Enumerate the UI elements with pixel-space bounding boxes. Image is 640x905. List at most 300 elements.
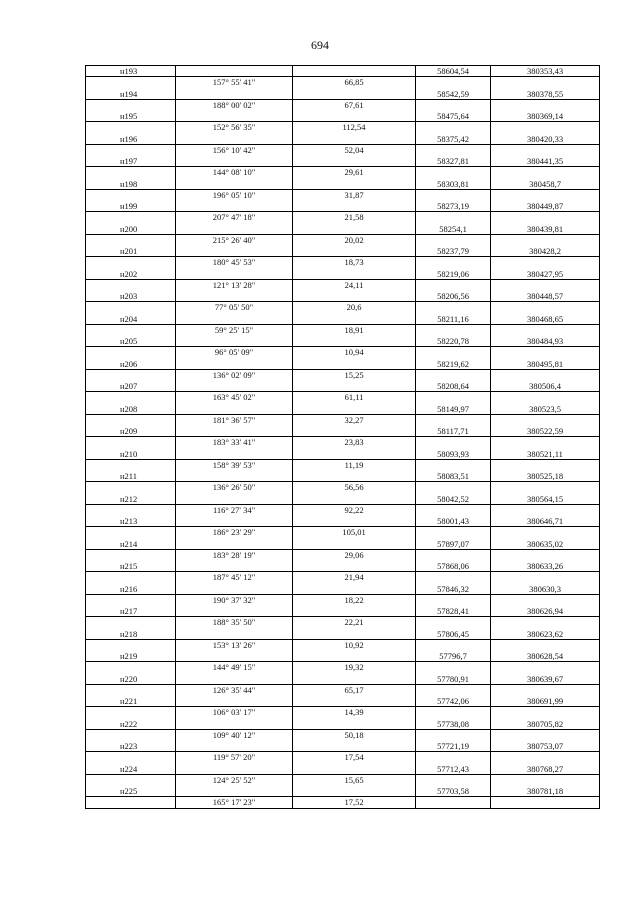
y-coordinate-cell: 380448,57 [491, 291, 600, 302]
empty-cell [176, 111, 293, 122]
x-coordinate-cell: 57796,7 [416, 651, 491, 662]
empty-cell [293, 291, 416, 302]
empty-cell [491, 482, 600, 493]
empty-cell [86, 77, 176, 88]
segment-length-cell: 19,32 [293, 662, 416, 673]
empty-cell [86, 617, 176, 628]
empty-cell [293, 179, 416, 190]
empty-cell [491, 640, 600, 651]
x-coordinate-cell: 57738,08 [416, 719, 491, 730]
empty-cell [86, 415, 176, 426]
y-coordinate-cell: 380495,81 [491, 359, 600, 370]
point-id-cell: н221 [86, 696, 176, 707]
point-id-cell: н212 [86, 494, 176, 505]
empty-cell [176, 516, 293, 527]
direction-angle-cell: 190° 37' 32" [176, 595, 293, 606]
empty-cell [416, 280, 491, 291]
empty-cell [293, 494, 416, 505]
segment-length-cell: 50,18 [293, 730, 416, 741]
empty-cell [86, 730, 176, 741]
x-coordinate-cell: 57828,41 [416, 606, 491, 617]
point-id-cell: н195 [86, 111, 176, 122]
empty-cell [86, 325, 176, 336]
empty-cell [491, 707, 600, 718]
direction-angle-cell: 144° 49' 15" [176, 662, 293, 673]
empty-cell [491, 392, 600, 403]
x-coordinate-cell: 58208,64 [416, 381, 491, 392]
point-id-cell: н222 [86, 719, 176, 730]
empty-cell [86, 235, 176, 246]
x-coordinate-cell: 57806,45 [416, 629, 491, 640]
empty-cell [491, 437, 600, 448]
point-id-cell: н213 [86, 516, 176, 527]
direction-angle-cell: 77° 05' 50" [176, 302, 293, 313]
empty-cell [86, 100, 176, 111]
point-id-cell: н217 [86, 606, 176, 617]
empty-cell [176, 584, 293, 595]
empty-cell [491, 302, 600, 313]
empty-cell [176, 156, 293, 167]
x-coordinate-cell: 57742,06 [416, 696, 491, 707]
y-coordinate-cell: 380369,14 [491, 111, 600, 122]
direction-angle-cell: 153° 13' 26" [176, 640, 293, 651]
direction-angle-cell: 136° 26' 50" [176, 482, 293, 493]
empty-cell [416, 527, 491, 538]
point-id-cell: н206 [86, 359, 176, 370]
direction-angle-cell: 165° 17' 23" [176, 797, 293, 808]
x-coordinate-cell: 58327,81 [416, 156, 491, 167]
empty-cell [86, 370, 176, 381]
segment-length-cell: 18,91 [293, 325, 416, 336]
empty-cell [491, 572, 600, 583]
segment-length-cell: 56,56 [293, 482, 416, 493]
empty-cell [86, 550, 176, 561]
x-coordinate-cell: 58475,64 [416, 111, 491, 122]
y-coordinate-cell: 380691,99 [491, 696, 600, 707]
direction-angle-cell: 188° 35' 50" [176, 617, 293, 628]
x-coordinate-cell: 58375,42 [416, 134, 491, 145]
empty-cell [86, 347, 176, 358]
x-coordinate-cell: 58219,06 [416, 269, 491, 280]
empty-cell [176, 786, 293, 797]
segment-length-cell: 92,22 [293, 505, 416, 516]
empty-cell [293, 651, 416, 662]
empty-cell [416, 302, 491, 313]
direction-angle-cell: 158° 39' 53" [176, 460, 293, 471]
empty-cell [491, 77, 600, 88]
x-coordinate-cell: 58220,78 [416, 336, 491, 347]
empty-cell [86, 752, 176, 763]
y-coordinate-cell: 380441,35 [491, 156, 600, 167]
segment-length-cell: 61,11 [293, 392, 416, 403]
empty-cell [176, 764, 293, 775]
direction-angle-cell: 126° 35' 44" [176, 685, 293, 696]
empty-cell [416, 775, 491, 786]
empty-cell [491, 617, 600, 628]
point-id-cell: н197 [86, 156, 176, 167]
direction-angle-cell: 187° 45' 12" [176, 572, 293, 583]
segment-length-cell: 66,85 [293, 77, 416, 88]
y-coordinate-cell: 380753,07 [491, 741, 600, 752]
point-id-cell: н207 [86, 381, 176, 392]
segment-length-cell: 15,65 [293, 775, 416, 786]
empty-cell [491, 550, 600, 561]
empty-cell [176, 359, 293, 370]
segment-length-cell: 31,87 [293, 190, 416, 201]
empty-cell [491, 527, 600, 538]
empty-cell [491, 775, 600, 786]
point-id-cell: н194 [86, 89, 176, 100]
x-coordinate-cell: 58117,71 [416, 426, 491, 437]
empty-cell [293, 224, 416, 235]
point-id-cell: н198 [86, 179, 176, 190]
point-id-cell: н199 [86, 201, 176, 212]
empty-cell [293, 269, 416, 280]
direction-angle-cell: 109° 40' 12" [176, 730, 293, 741]
direction-angle-cell: 183° 28' 19" [176, 550, 293, 561]
x-coordinate-cell: 58604,54 [416, 66, 491, 77]
x-coordinate-cell: 58001,43 [416, 516, 491, 527]
empty-cell [416, 797, 491, 808]
empty-cell [86, 257, 176, 268]
empty-cell [293, 449, 416, 460]
direction-angle-cell: 144° 08' 10" [176, 167, 293, 178]
segment-length-cell: 15,25 [293, 370, 416, 381]
empty-cell [491, 460, 600, 471]
empty-cell [491, 100, 600, 111]
empty-cell [293, 359, 416, 370]
y-coordinate-cell: 380522,59 [491, 426, 600, 437]
empty-cell [176, 449, 293, 460]
point-id-cell: н223 [86, 741, 176, 752]
empty-cell [176, 494, 293, 505]
empty-cell [416, 257, 491, 268]
empty-cell [293, 764, 416, 775]
segment-length-cell: 18,73 [293, 257, 416, 268]
y-coordinate-cell: 380564,15 [491, 494, 600, 505]
empty-cell [176, 539, 293, 550]
segment-length-cell: 21,94 [293, 572, 416, 583]
point-id-cell: н203 [86, 291, 176, 302]
y-coordinate-cell: 380427,95 [491, 269, 600, 280]
point-id-cell: н208 [86, 404, 176, 415]
point-id-cell: н211 [86, 471, 176, 482]
empty-cell [416, 122, 491, 133]
empty-cell [491, 370, 600, 381]
x-coordinate-cell: 58303,81 [416, 179, 491, 190]
point-id-cell: н202 [86, 269, 176, 280]
direction-angle-cell: 136° 02' 09" [176, 370, 293, 381]
empty-cell [491, 415, 600, 426]
segment-length-cell: 10,92 [293, 640, 416, 651]
segment-length-cell: 10,94 [293, 347, 416, 358]
y-coordinate-cell: 380523,5 [491, 404, 600, 415]
empty-cell [86, 640, 176, 651]
empty-cell [416, 235, 491, 246]
x-coordinate-cell: 57897,07 [416, 539, 491, 550]
empty-cell [293, 156, 416, 167]
empty-cell [86, 392, 176, 403]
empty-cell [293, 134, 416, 145]
empty-cell [293, 561, 416, 572]
empty-cell [86, 190, 176, 201]
empty-cell [416, 707, 491, 718]
x-coordinate-cell: 58273,19 [416, 201, 491, 212]
empty-cell [176, 66, 293, 77]
direction-angle-cell: 59° 25' 15" [176, 325, 293, 336]
empty-cell [293, 426, 416, 437]
empty-cell [293, 719, 416, 730]
page-number: 694 [311, 38, 329, 52]
empty-cell [176, 89, 293, 100]
empty-cell [416, 347, 491, 358]
empty-cell [491, 752, 600, 763]
y-coordinate-cell: 380439,81 [491, 224, 600, 235]
y-coordinate-cell: 380449,87 [491, 201, 600, 212]
segment-length-cell: 65,17 [293, 685, 416, 696]
empty-cell [416, 662, 491, 673]
empty-cell [293, 471, 416, 482]
y-coordinate-cell: 380630,3 [491, 584, 600, 595]
empty-cell [293, 786, 416, 797]
direction-angle-cell: 181° 36' 57" [176, 415, 293, 426]
direction-angle-cell: 106° 03' 17" [176, 707, 293, 718]
y-coordinate-cell: 380646,71 [491, 516, 600, 527]
point-id-cell: н218 [86, 629, 176, 640]
point-id-cell: н210 [86, 449, 176, 460]
empty-cell [86, 505, 176, 516]
x-coordinate-cell: 58042,52 [416, 494, 491, 505]
point-id-cell: н201 [86, 246, 176, 257]
empty-cell [176, 224, 293, 235]
point-id-cell: н224 [86, 764, 176, 775]
empty-cell [293, 336, 416, 347]
empty-cell [416, 505, 491, 516]
empty-cell [176, 381, 293, 392]
empty-cell [416, 190, 491, 201]
empty-cell [86, 212, 176, 223]
empty-cell [86, 460, 176, 471]
point-id-cell: н209 [86, 426, 176, 437]
x-coordinate-cell: 58206,56 [416, 291, 491, 302]
point-id-cell: н205 [86, 336, 176, 347]
segment-length-cell: 32,27 [293, 415, 416, 426]
point-id-cell: н215 [86, 561, 176, 572]
x-coordinate-cell: 58093,93 [416, 449, 491, 460]
empty-cell [176, 629, 293, 640]
empty-cell [176, 606, 293, 617]
direction-angle-cell: 180° 45' 53" [176, 257, 293, 268]
y-coordinate-cell: 380623,62 [491, 629, 600, 640]
empty-cell [86, 482, 176, 493]
y-coordinate-cell: 380705,82 [491, 719, 600, 730]
empty-cell [86, 707, 176, 718]
y-coordinate-cell: 380633,26 [491, 561, 600, 572]
empty-cell [491, 505, 600, 516]
segment-length-cell: 20,02 [293, 235, 416, 246]
empty-cell [293, 404, 416, 415]
empty-cell [293, 584, 416, 595]
y-coordinate-cell: 380506,4 [491, 381, 600, 392]
y-coordinate-cell: 380378,55 [491, 89, 600, 100]
x-coordinate-cell: 58083,51 [416, 471, 491, 482]
y-coordinate-cell: 380484,93 [491, 336, 600, 347]
direction-angle-cell: 157° 55' 41" [176, 77, 293, 88]
direction-angle-cell: 96° 05' 09" [176, 347, 293, 358]
empty-cell [491, 797, 600, 808]
segment-length-cell: 105,01 [293, 527, 416, 538]
y-coordinate-cell: 380768,27 [491, 764, 600, 775]
empty-cell [416, 212, 491, 223]
y-coordinate-cell: 380525,18 [491, 471, 600, 482]
empty-cell [491, 595, 600, 606]
empty-cell [416, 730, 491, 741]
empty-cell [293, 246, 416, 257]
segment-length-cell: 18,22 [293, 595, 416, 606]
empty-cell [416, 617, 491, 628]
direction-angle-cell: 196° 05' 10" [176, 190, 293, 201]
y-coordinate-cell: 380635,02 [491, 539, 600, 550]
segment-length-cell: 52,04 [293, 145, 416, 156]
empty-cell [293, 381, 416, 392]
empty-cell [293, 89, 416, 100]
segment-length-cell: 24,11 [293, 280, 416, 291]
segment-length-cell: 21,58 [293, 212, 416, 223]
segment-length-cell: 112,54 [293, 122, 416, 133]
x-coordinate-cell: 58237,79 [416, 246, 491, 257]
empty-cell [86, 595, 176, 606]
empty-cell [416, 325, 491, 336]
empty-cell [176, 314, 293, 325]
x-coordinate-cell: 57846,32 [416, 584, 491, 595]
point-id-cell: н220 [86, 674, 176, 685]
empty-cell [293, 314, 416, 325]
empty-cell [416, 370, 491, 381]
empty-cell [416, 460, 491, 471]
empty-cell [416, 550, 491, 561]
point-id-cell: н200 [86, 224, 176, 235]
direction-angle-cell: 156° 10' 42" [176, 145, 293, 156]
x-coordinate-cell: 57703,58 [416, 786, 491, 797]
empty-cell [86, 302, 176, 313]
y-coordinate-cell: 380628,54 [491, 651, 600, 662]
x-coordinate-cell: 57721,19 [416, 741, 491, 752]
point-id-cell: н214 [86, 539, 176, 550]
empty-cell [416, 640, 491, 651]
y-coordinate-cell: 380468,65 [491, 314, 600, 325]
segment-length-cell: 29,61 [293, 167, 416, 178]
point-id-cell: н225 [86, 786, 176, 797]
y-coordinate-cell: 380781,18 [491, 786, 600, 797]
segment-length-cell: 17,52 [293, 797, 416, 808]
y-coordinate-cell: 380353,43 [491, 66, 600, 77]
x-coordinate-cell: 57780,91 [416, 674, 491, 685]
y-coordinate-cell: 380428,2 [491, 246, 600, 257]
segment-length-cell: 14,39 [293, 707, 416, 718]
direction-angle-cell: 215° 26' 40" [176, 235, 293, 246]
empty-cell [293, 539, 416, 550]
empty-cell [416, 167, 491, 178]
empty-cell [416, 482, 491, 493]
empty-cell [176, 426, 293, 437]
segment-length-cell: 22,21 [293, 617, 416, 628]
empty-cell [293, 606, 416, 617]
segment-length-cell: 23,83 [293, 437, 416, 448]
empty-cell [491, 235, 600, 246]
empty-cell [176, 696, 293, 707]
direction-angle-cell: 152° 56' 35" [176, 122, 293, 133]
y-coordinate-cell: 380639,67 [491, 674, 600, 685]
y-coordinate-cell: 380420,33 [491, 134, 600, 145]
empty-cell [416, 685, 491, 696]
empty-cell [176, 246, 293, 257]
direction-angle-cell: 121° 13' 28" [176, 280, 293, 291]
empty-cell [176, 404, 293, 415]
empty-cell [86, 797, 176, 808]
empty-cell [491, 662, 600, 673]
direction-angle-cell: 188° 00' 02" [176, 100, 293, 111]
empty-cell [86, 122, 176, 133]
empty-cell [176, 134, 293, 145]
direction-angle-cell: 116° 27' 34" [176, 505, 293, 516]
point-id-cell: н219 [86, 651, 176, 662]
y-coordinate-cell: 380626,94 [491, 606, 600, 617]
segment-length-cell: 17,54 [293, 752, 416, 763]
direction-angle-cell: 183° 33' 41" [176, 437, 293, 448]
empty-cell [176, 179, 293, 190]
empty-cell [293, 629, 416, 640]
empty-cell [416, 100, 491, 111]
empty-cell [86, 572, 176, 583]
empty-cell [491, 347, 600, 358]
empty-cell [176, 741, 293, 752]
empty-cell [176, 471, 293, 482]
empty-cell [176, 269, 293, 280]
empty-cell [86, 145, 176, 156]
empty-cell [491, 167, 600, 178]
empty-cell [86, 167, 176, 178]
empty-cell [416, 145, 491, 156]
empty-cell [86, 280, 176, 291]
point-id-cell: н196 [86, 134, 176, 145]
empty-cell [293, 516, 416, 527]
point-id-cell: н204 [86, 314, 176, 325]
x-coordinate-cell: 58211,16 [416, 314, 491, 325]
y-coordinate-cell: 380521,11 [491, 449, 600, 460]
empty-cell [176, 201, 293, 212]
empty-cell [416, 437, 491, 448]
segment-length-cell: 11,19 [293, 460, 416, 471]
empty-cell [491, 685, 600, 696]
empty-cell [176, 336, 293, 347]
segment-length-cell: 20,6 [293, 302, 416, 313]
empty-cell [293, 696, 416, 707]
empty-cell [416, 572, 491, 583]
direction-angle-cell: 186° 23' 29" [176, 527, 293, 538]
empty-cell [491, 730, 600, 741]
empty-cell [416, 595, 491, 606]
empty-cell [491, 212, 600, 223]
empty-cell [176, 674, 293, 685]
x-coordinate-cell: 58149,97 [416, 404, 491, 415]
empty-cell [416, 752, 491, 763]
empty-cell [293, 201, 416, 212]
empty-cell [176, 651, 293, 662]
x-coordinate-cell: 57868,06 [416, 561, 491, 572]
x-coordinate-cell: 58219,62 [416, 359, 491, 370]
empty-cell [491, 190, 600, 201]
empty-cell [491, 325, 600, 336]
